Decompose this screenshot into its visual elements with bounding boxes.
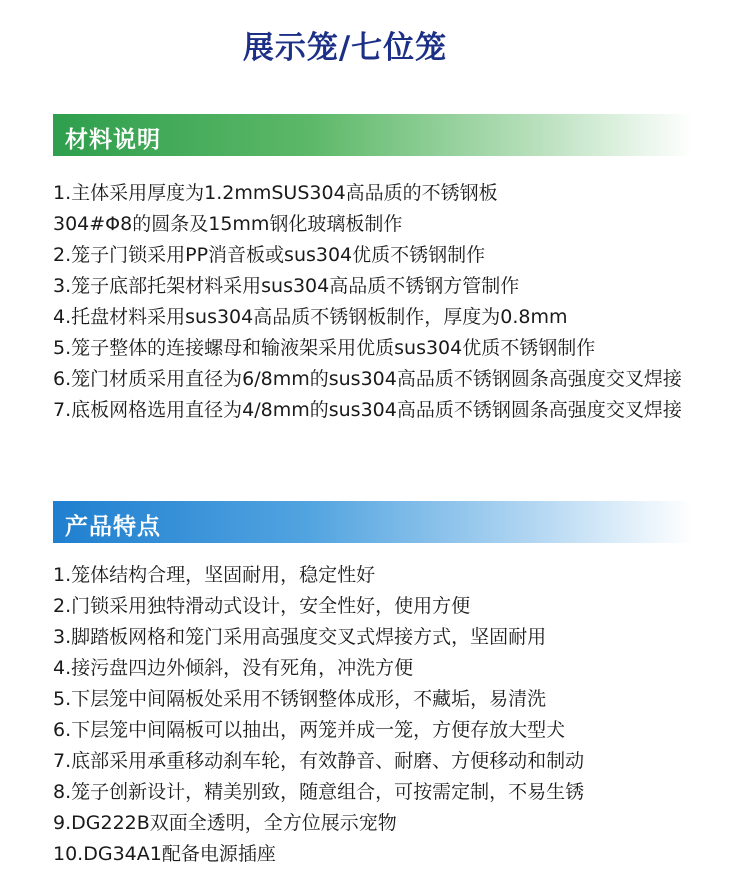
list-item: 9.DG222B双面全透明，全方位展示宠物: [53, 812, 397, 834]
list-item: 8.笼子创新设计，精美别致，随意组合，可按需定制，不易生锈: [53, 781, 585, 803]
features-section-header: [53, 501, 693, 543]
list-item: 7.底部采用承重移动刹车轮，有效静音、耐磨、方便移动和制动: [53, 750, 585, 772]
list-item: 4.托盘材料采用sus304高品质不锈钢板制作，厚度为0.8mm: [53, 306, 568, 328]
list-item: 304#Φ8的圆条及15mm钢化玻璃板制作: [53, 213, 403, 235]
list-item: 2.笼子门锁采用PP消音板或sus304优质不锈钢制作: [53, 244, 486, 266]
materials-list: [53, 178, 733, 426]
list-item: 1.主体采用厚度为1.2mmSUS304高品质的不锈钢板: [53, 182, 498, 204]
list-item: 3.笼子底部托架材料采用sus304高品质不锈钢方管制作: [53, 275, 520, 297]
features-heading: 产品特点: [65, 514, 161, 540]
list-item: 1.笼体结构合理，坚固耐用，稳定性好: [53, 564, 376, 586]
materials-section-header: [53, 114, 693, 156]
page-title: 展示笼/七位笼: [242, 30, 448, 66]
list-item: 5.笼子整体的连接螺母和输液架采用优质sus304优质不锈钢制作: [53, 337, 596, 359]
list-item: 4.接污盘四边外倾斜，没有死角，冲洗方便: [53, 657, 414, 679]
features-list: [53, 560, 733, 870]
list-item: 7.底板网格选用直径为4/8mm的sus304高品质不锈钢圆条高强度交叉焊接: [53, 399, 682, 421]
list-item: 10.DG34A1配备电源插座: [53, 843, 276, 865]
list-item: 2.门锁采用独特滑动式设计，安全性好，使用方便: [53, 595, 471, 617]
list-item: 6.下层笼中间隔板可以抽出，两笼并成一笼，方便存放大型犬: [53, 719, 566, 741]
list-item: 5.下层笼中间隔板处采用不锈钢整体成形，不藏垢，易清洗: [53, 688, 547, 710]
list-item: 6.笼门材质采用直径为6/8mm的sus304高品质不锈钢圆条高强度交叉焊接: [53, 368, 682, 390]
list-item: 3.脚踏板网格和笼门采用高强度交叉式焊接方式，坚固耐用: [53, 626, 547, 648]
materials-heading: 材料说明: [65, 127, 161, 153]
